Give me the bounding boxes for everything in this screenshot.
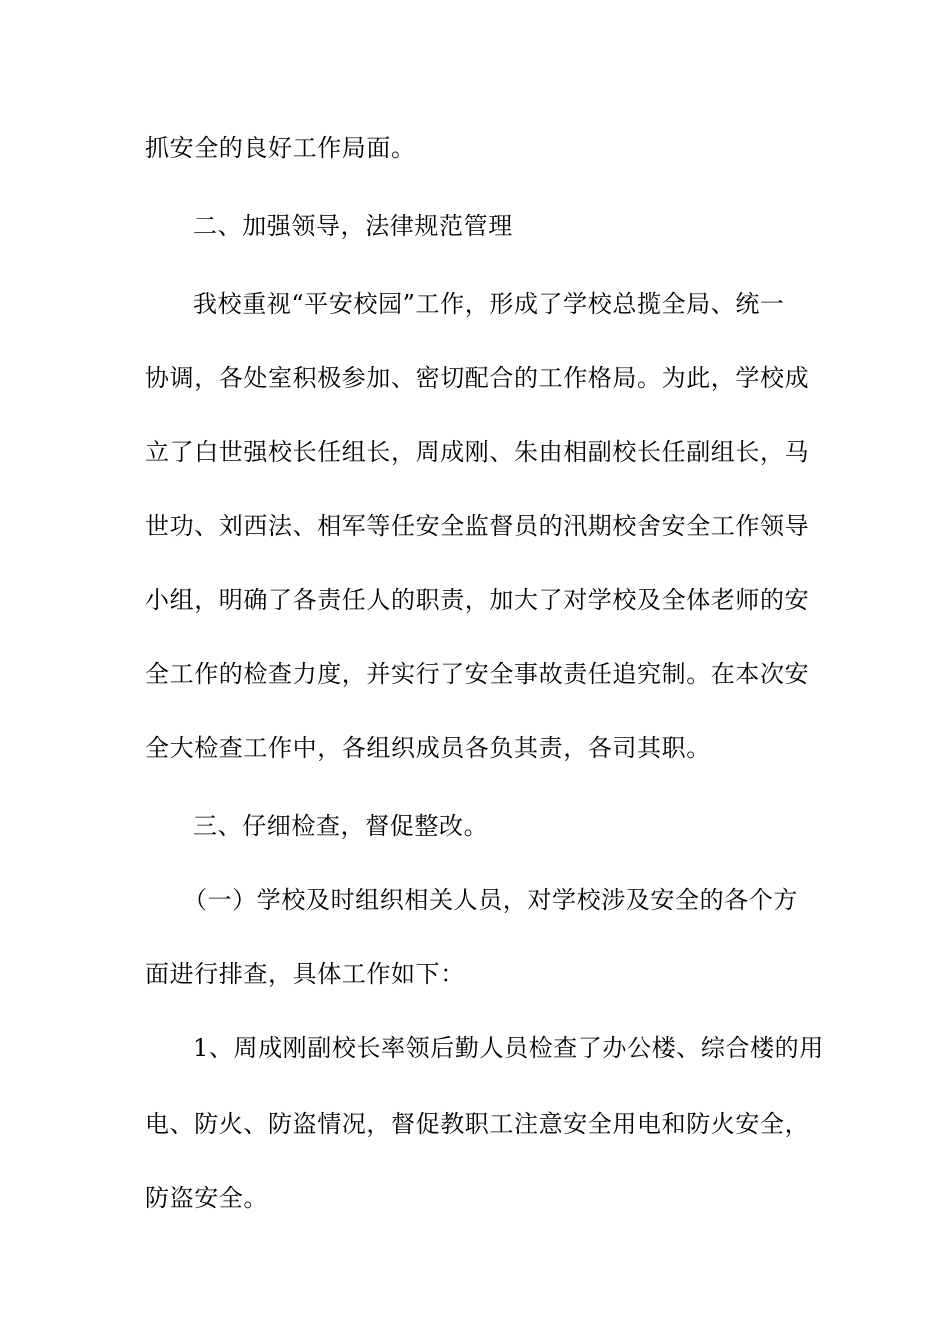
section-heading: 三、仔细检查，督促整改。 [193, 812, 489, 840]
text-line: 世功、刘西法、相军等任安全监督员的汛期校舍安全工作领导 [145, 512, 810, 540]
section-heading: 二、加强领导，法律规范管理 [193, 212, 513, 240]
text-line: 我校重视“平安校园”工作，形成了学校总揽全局、统一 [193, 290, 785, 318]
text-line: 电、防火、防盗情况，督促教职工注意安全用电和防火安全， [145, 1110, 810, 1138]
text-line: 抓安全的良好工作局面。 [145, 134, 416, 162]
text-line: 全大检查工作中，各组织成员各负其责，各司其职。 [145, 734, 711, 762]
text-line: 小组，明确了各责任人的职责，加大了对学校及全体老师的安 [145, 586, 810, 614]
text-line: 防盗安全。 [145, 1184, 268, 1212]
subsection-line: （一）学校及时组织相关人员，对学校涉及安全的各个方 [183, 886, 798, 914]
list-item-line: 1、周成刚副校长率领后勤人员检查了办公楼、综合楼的用 [193, 1034, 824, 1062]
text-line: 面进行排查，具体工作如下： [145, 960, 465, 988]
text-line: 全工作的检查力度，并实行了安全事故责任追究制。在本次安 [145, 660, 810, 688]
text-line: 协调，各处室积极参加、密切配合的工作格局。为此，学校成 [145, 364, 810, 392]
text-line: 立了白世强校长任组长，周成刚、朱由相副校长任副组长，马 [145, 438, 810, 466]
